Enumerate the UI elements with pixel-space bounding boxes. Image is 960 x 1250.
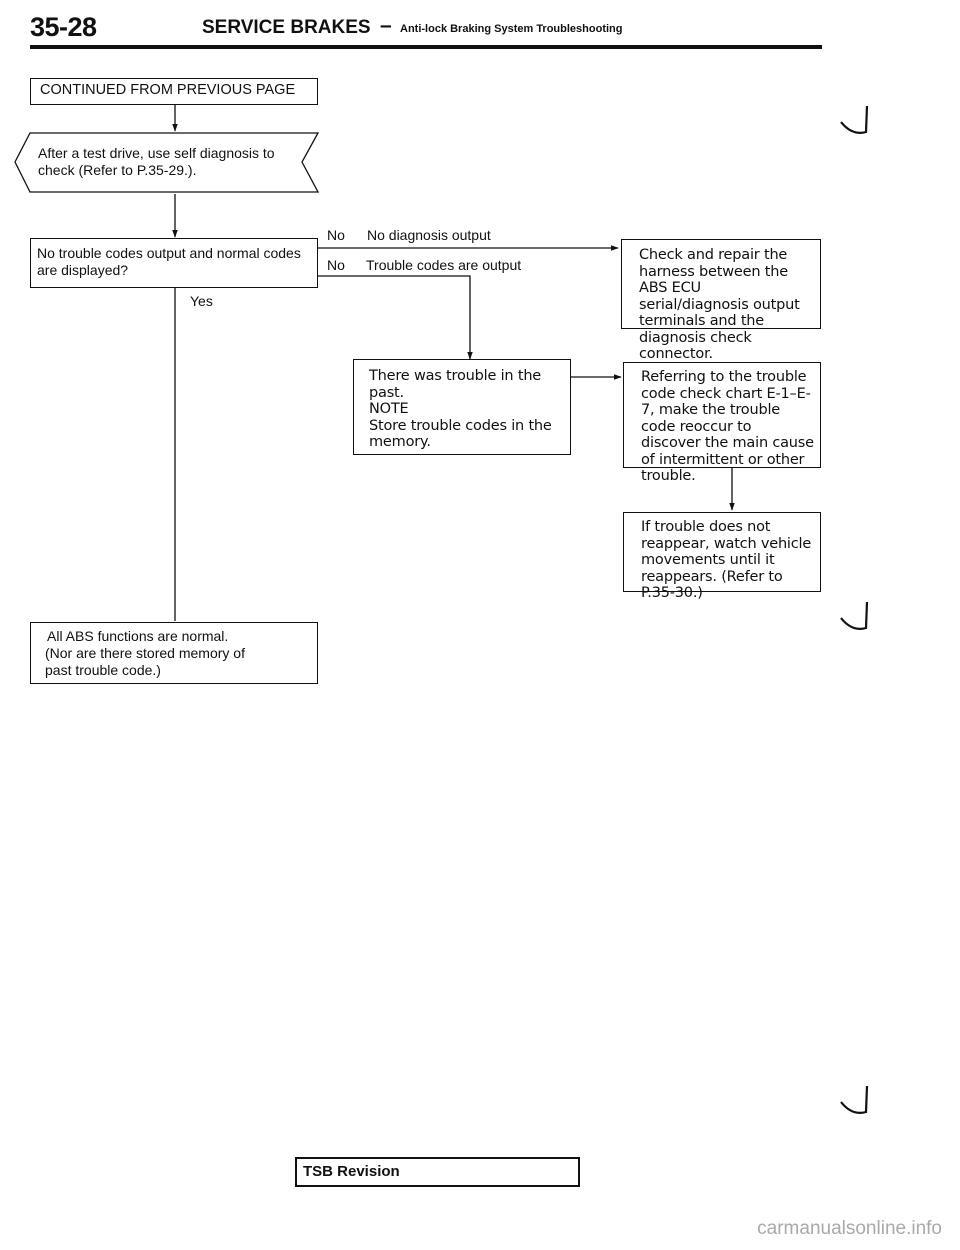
- continued-text: CONTINUED FROM PREVIOUS PAGE: [40, 82, 296, 98]
- page-number: 35-28: [30, 12, 97, 42]
- question-box: [30, 238, 318, 288]
- section-subtitle: Anti-lock Braking System Troubleshooting: [400, 23, 623, 35]
- note-label: NOTE: [369, 401, 409, 417]
- watermark-text: carmanualsonline.info: [757, 1218, 942, 1239]
- binder-hole-mark-3: [838, 1076, 874, 1126]
- yes-label: Yes: [190, 293, 213, 309]
- all-normal-text: All ABS functions are normal.: [47, 628, 229, 644]
- title-dash: –: [380, 14, 392, 37]
- no-diagnosis-text: No diagnosis output: [367, 227, 491, 243]
- referring-text: Referring to the trouble code check chart E-1–E-7, make the trouble code reoccur to discover the main cause of intermittent or other trouble.: [641, 369, 814, 484]
- no-label-2: No: [327, 257, 345, 273]
- if-trouble-box: [623, 512, 821, 601]
- all-normal-detail: (Nor are there stored memory of past trouble code.): [45, 645, 245, 678]
- check-repair-box: [621, 239, 821, 362]
- no-label-1: No: [327, 227, 345, 243]
- tsb-revision-label: TSB Revision: [303, 1163, 400, 1180]
- question-text: No trouble codes output and normal codes are displayed?: [37, 245, 301, 278]
- trouble-codes-text: Trouble codes are output: [366, 257, 522, 273]
- continued-box: [30, 78, 318, 105]
- check-repair-text: Check and repair the harness between the ABS ECU serial/diagnosis output terminals and the diagnosis check connector.: [639, 247, 800, 362]
- note-text: Store trouble codes in the memory.: [369, 417, 552, 450]
- binder-hole-mark-1: [838, 96, 874, 146]
- all-normal-box: [30, 622, 318, 684]
- past-trouble-box: [353, 359, 571, 455]
- test-drive-text: After a test drive, use self diagnosis to check (Refer to P.35-29.).: [38, 145, 275, 178]
- arrow-trouble-codes: [318, 276, 470, 359]
- if-trouble-text: If trouble does not reappear, watch vehicle movements until it reappears. (Refer to P.35-30.): [641, 519, 812, 601]
- tsb-revision-box: [295, 1157, 580, 1187]
- referring-box: [623, 362, 821, 484]
- past-trouble-text: There was trouble in the past.: [369, 368, 542, 401]
- section-title: SERVICE BRAKES: [202, 17, 371, 38]
- binder-hole-mark-2: [838, 592, 874, 642]
